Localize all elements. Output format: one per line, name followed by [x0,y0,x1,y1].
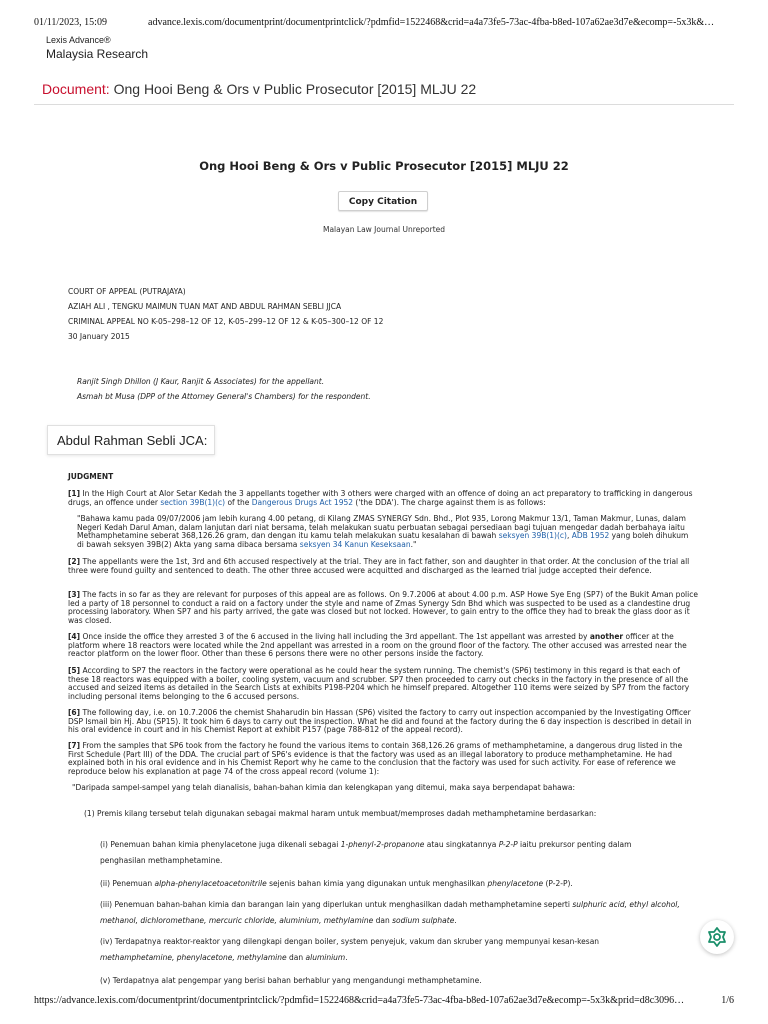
decision-date: 30 January 2015 [68,332,130,341]
subitem-term: P-2-P [498,840,518,849]
counsel-respondent: Asmah bt Musa (DPP of the Attorney General's Chambers) for the respondent. [77,392,371,401]
print-header [34,17,734,31]
subitem-text: dan [289,952,304,962]
subitem-text: . [454,915,457,925]
subitem-term: sulphuric acid, ethyl alcohol, methanol, dichloromethane, mercuric chloride, aluminium, methylamine [100,900,680,925]
paragraph-2 [68,558,698,575]
subitem-term: methamphetamine, phenylacetone, methylamine [100,952,287,962]
judges: AZIAH ALI , TENGKU MAIMUN TUAN MAT AND ABDUL RAHMAN SEBLI JJCA [68,302,342,311]
statute-link[interactable]: seksyen 34 Kanun Keseksaan [299,540,411,550]
quote-text: "Bahawa kamu pada 09/07/2006 jam lebih kurang 4.00 petang, di Kilang ZMAS SYNERGY Sdn. Bhd., Plot 935, Lorong Makmur 13/1, Taman Makmur, Lunas, dalam Negeri Kedah Darul Aman, dalam lanjutan dari niat bersama, telah melakukan suatu perbuatan sebagai persediaan bagi tujuan mengedar dadah berbahaya iaitu Methamphetamine seberat 368,126.26 gram, dan dengan itu kamu telah melakukan suatu kesalahan di bawah [77,514,686,541]
paragraph-number: [3] [68,590,81,599]
subitem-text: sejenis bahan kimia yang digunakan untuk menghasilkan [269,879,486,888]
list-subitem-iii [100,897,680,928]
subitem-text: Terdapatnya reaktor-reaktor yang dilengkapi dengan boiler, system penyejuk, vakum dan skruber yang mempunyai kesan-kesan [114,937,600,946]
court-name: COURT OF APPEAL (PUTRAJAYA) [68,287,186,296]
paragraph-number: [7] [68,741,81,750]
statute-link[interactable]: Dangerous Drugs Act 1952 [251,497,354,507]
statute-link[interactable]: section 39B(1)(c) [160,497,226,507]
brand-product: Lexis Advance® [46,35,111,45]
page-number: 1/6 [721,995,734,1006]
judge-heading: Abdul Rahman Sebli JCA: [47,425,215,455]
list-subitem-v [100,973,665,989]
appeal-number: CRIMINAL APPEAL NO K-05–298–12 OF 12, K-05–299–12 OF 12 & K-05–300–12 OF 12 [68,317,384,326]
statute-link[interactable]: seksyen 39B(1)(c) [498,531,567,541]
paragraph-text: Once inside the office they arrested 3 of the 6 accused in the living hall including the 3rd appellant. The 1st appellant was arrested by [82,632,588,641]
brand [46,35,148,61]
document-title: Ong Hooi Beng & Ors v Public Prosecutor [2015] MLJU 22 [113,81,477,97]
subitem-term: phenylacetone [487,879,544,888]
statute-link[interactable]: ADB 1952 [571,531,610,541]
subitem-text: . [345,952,348,962]
list-subitem-i [100,837,665,868]
paragraph-1 [68,490,698,507]
divider [34,104,734,105]
paragraph-text: From the samples that SP6 took from the factory he found the various items to contain 368,126.26 grams of methamphetamine, a dangerous drug listed in the First Schedule (Part III) of the DDA. The crucial part of SP6's evidence is that the factory was used as an illegal laboratory to produce methamphetamine. He had explained both in his oral evidence and in his Chemist Report why he came to the conclusion that the factory was used for such activity. For ease of reference we reproduce below his explanation at page 74 of the cross appeal record (volume 1): [68,741,683,777]
list-subitem-ii [100,876,665,892]
support-icon [706,926,728,948]
paragraph-text: The following day, i.e. on 10.7.2006 the chemist Shaharudin bin Hassan (SP6) visited the factory to carry out inspection accompanied by the Investigating Officer DSP Ismail bin Hj. Abu (SP15). It took him 6 days to carry out the inspection. What he did and found at the factory during the 6 day inspection is described in detail in his oral evidence in court and in his Chemist Report at exhibit P157 (page 788-812 of the appeal record). [68,708,692,735]
subitem-number: (v) [100,976,111,985]
quote-text: yang boleh dihukum di bawah seksyen 39B(2) Akta yang sama dibaca bersama [77,531,689,550]
brand-subproduct: Malaysia Research [46,47,149,61]
print-url: advance.lexis.com/documentprint/documentprintclick/?pdmfid=1522468&crid=a4a73fe5-73ac-4fba-b8ed-107a62ae3d7e&ecomp=-5x3k&… [148,17,715,28]
paragraph-number: [1] [68,489,81,498]
emphasis-text: another [589,632,624,641]
paragraph-number: [6] [68,708,81,717]
separator: , [566,531,570,541]
subitem-text: iaitu prekursor penting dalam penghasilan methamphetamine. [100,840,632,865]
subitem-number: (ii) [100,879,111,888]
paragraph-text: In the High Court at Alor Setar Kedah the 3 appellants together with 3 others were charged with an offence of doing an act preparatory to trafficking in dangerous drugs, an offence under [68,489,693,507]
document-title-bar [42,81,734,97]
paragraph-text: According to SP7 the reactors in the factory were operational as he could hear the system running. The chemist's (SP6) testimony in this regard is that each of these 18 reactors was equipped with a boiler, cooling system, vacuum and scrubber. SP7 then proceeded to carry out checks in the factory in the presence of all the accused and seized items as detailed in the Search Lists at exhibits P198-P204 which he himself prepared. Altogether 110 items were seized by SP7 from the factory including personal items belonging to the 6 accused persons. [68,666,690,702]
paragraph-text: of the [227,497,250,507]
paragraph-7 [68,742,698,777]
subitem-text: (P-2-P). [545,879,573,888]
paragraph-text: officer at the platform where 18 reactors were located while the 2nd appellant was arrested in a room on the ground floor of the factory. The other accused was arrested near the reactor platform on the lower floor. Other than these 6 persons there were no other persons inside the factory. [68,632,687,659]
subitem-number: (iii) [100,900,113,909]
subitem-term: 1-phenyl-2-propanone [340,840,425,849]
print-datetime: 01/11/2023, 15:09 [34,17,107,28]
print-footer-url: https://advance.lexis.com/documentprint/documentprintclick/?pdmfid=1522468&crid=a4a73fe5-73ac-4fba-b8ed-107a62ae3d7e&ecomp=-5x3k&prid=d8c3096… [34,995,685,1006]
report-source: Malayan Law Journal Unreported [322,225,446,234]
print-footer [34,995,734,1009]
paragraph-3 [68,591,698,626]
subitem-text: Terdapatnya alat pengempar yang berisi bahan berhablur yang mengandungi methamphetamine. [112,976,482,985]
paragraph-number: [4] [68,632,81,641]
subitem-term: aluminium [305,952,346,962]
charge-quote [77,515,697,550]
subitem-term: alpha-phenylacetoacetonitrile [154,879,267,888]
subitem-text: Penemuan [112,879,153,888]
quote-text: ." [410,540,417,550]
copy-citation-button[interactable]: Copy Citation [338,191,428,211]
paragraph-number: [2] [68,557,81,566]
subitem-text: Penemuan bahan-bahan kimia dan barangan lain yang diperlukan untuk menghasilkan dadah methamphetamine seperti [114,900,570,909]
subitem-number: (i) [100,840,108,849]
subitem-number: (iv) [100,937,113,946]
subitem-text: atau singkatannya [426,840,497,849]
paragraph-5 [68,667,698,702]
list-subitem-iv [100,934,640,965]
paragraph-4 [68,633,698,659]
paragraph-text: ('the DDA'). The charge against them is as follows: [355,497,546,507]
paragraph-number: [5] [68,666,81,675]
paragraph-6 [68,709,698,735]
subitem-term: sodium sulphate [392,915,455,925]
document-label: Document: [42,81,110,97]
counsel-appellant: Ranjit Singh Dhillon (J Kaur, Ranjit & Associates) for the appellant. [77,377,325,386]
chemist-quote: "Daripada sampel-sampel yang telah dianalisis, bahan-bahan kimia dan kelengkapan yang ditemui, maka saya berpendapat bahawa: [72,783,575,792]
case-heading: Ong Hooi Beng & Ors v Public Prosecutor [2015] MLJU 22 [199,159,569,173]
judgment-label: JUDGMENT [68,472,114,481]
subitem-text: Penemuan bahan kimia phenylacetone juga dikenali sebagai [110,840,339,849]
support-fab-button[interactable] [700,920,734,954]
subitem-text: dan [375,915,390,925]
paragraph-text: The appellants were the 1st, 3rd and 6th accused respectively at the trial. They are in fact father, son and daughter in that order. At the conclusion of the trial all three were found guilty and sentenced to death. The other three accused were acquitted and discharged as the learned trial judge accepted their defence. [68,557,690,575]
paragraph-text: The facts in so far as they are relevant for purposes of this appeal are as follows. On 9.7.2006 at about 4.00 p.m. ASP Howe Sye Eng (SP7) of the Bukit Aman police led a party of 18 personnel to conduct a raid on a factory under the style and name of Zmas Synergy Sdn Bhd which was suspected to be used as a clandestine drug processing laboratory. When SP7 and his party arrived, the gate was closed but not locked. However, to gain entry to the office they had to break the glass door as it was closed. [68,590,698,626]
list-item-1: (1) Premis kilang tersebut telah digunakan sebagai makmal haram untuk membuat/memproses dadah methamphetamine berdasarkan: [84,809,597,818]
